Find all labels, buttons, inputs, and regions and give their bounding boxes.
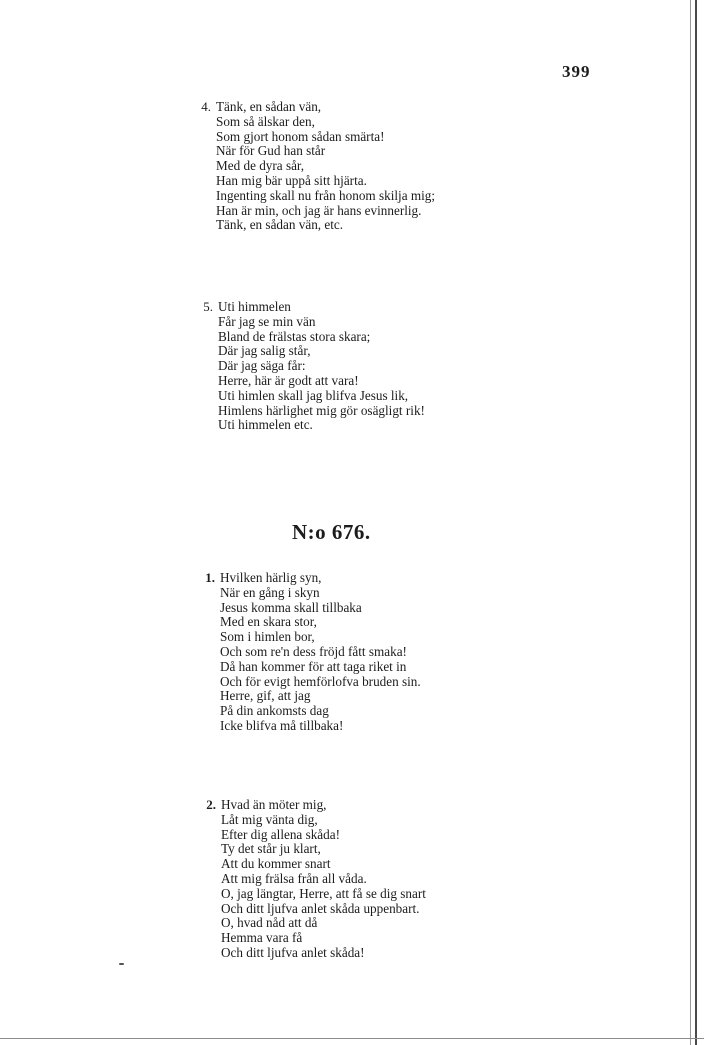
verse-line: Efter dig allena skåda! <box>221 826 340 842</box>
verse-number: 2. <box>206 797 216 812</box>
verse-1 <box>205 570 421 734</box>
verse-number: 1. <box>205 570 215 585</box>
page-edge-line <box>695 0 697 1045</box>
verse-line: Uti himmelen etc. <box>218 417 313 433</box>
verse-line: Han är min, och jag är hans evinnerlig. <box>216 202 422 218</box>
verse-line: O, hvad nåd att då <box>221 915 318 931</box>
verse-line: Med de dyra sår, <box>216 158 305 174</box>
verse-line: Då han kommer för att taga riket in <box>220 658 407 674</box>
verse-line: Hvilken härlig syn, <box>220 570 322 585</box>
hymn-number-heading: N:o 676. <box>292 520 371 544</box>
verse-line: Icke blifva må tillbaka! <box>220 717 344 733</box>
verse-line: Han mig bär uppå sitt hjärta. <box>216 172 367 188</box>
verse-line: Att du kommer snart <box>221 856 331 872</box>
verse-line: Hvad än möter mig, <box>221 797 327 812</box>
verse-line: Som gjort honom sådan smärta! <box>216 128 385 144</box>
verse-line: Som så älskar den, <box>216 113 315 129</box>
page-number: 399 <box>562 62 591 81</box>
verse-line: Och som re'n dess fröjd fått smaka! <box>220 643 407 659</box>
verse-number: 5. <box>203 299 213 314</box>
verse-line: Att mig frälsa från all våda. <box>221 870 367 886</box>
verse-line: Uti himmelen <box>218 299 291 314</box>
verse-line: Bland de frälstas stora skara; <box>218 328 371 344</box>
verse-line: När en gång i skyn <box>220 584 320 600</box>
verse-line: Som i himlen bor, <box>220 629 315 645</box>
verse-line: Uti himlen skall jag blifva Jesus lik, <box>218 387 409 403</box>
verse-line: Herre, gif, att jag <box>220 688 311 704</box>
verse-line: Himlens härlighet mig gör osägligt rik! <box>218 402 425 418</box>
page-bottom-edge <box>0 1038 704 1039</box>
verse-line: Ingenting skall nu från honom skilja mig; <box>216 187 436 203</box>
verse-line: På din ankomsts dag <box>220 703 329 719</box>
verse-5 <box>203 299 425 433</box>
page-edge-inner-line <box>690 0 691 1045</box>
verse-line: Får jag se min vän <box>218 313 316 329</box>
verse-line: Hemma vara få <box>221 930 303 946</box>
verse-line: Och för evigt hemförlofva bruden sin. <box>220 673 421 689</box>
verse-line: Där jag säga får: <box>218 358 306 374</box>
verse-line: Tänk, en sådan vän, <box>216 99 322 114</box>
verse-line: Jesus komma skall tillbaka <box>220 599 362 615</box>
verse-line: Låt mig vänta dig, <box>221 811 318 827</box>
verse-line: Där jag salig står, <box>218 343 311 359</box>
verse-4 <box>201 99 436 233</box>
ink-speck <box>119 963 124 965</box>
verse-line: Tänk, en sådan vän, etc. <box>216 217 344 233</box>
verse-number: 4. <box>201 99 211 114</box>
verse-2 <box>206 797 426 961</box>
verse-line: Och ditt ljufva anlet skåda! <box>221 944 365 960</box>
verse-line: Och ditt ljufva anlet skåda uppenbart. <box>221 900 420 916</box>
verse-line: När för Gud han står <box>216 143 326 159</box>
verse-line: Med en skara stor, <box>220 614 317 630</box>
verse-line: Herre, här är godt att vara! <box>218 372 359 388</box>
verse-line: Ty det står ju klart, <box>221 841 321 857</box>
verse-line: O, jag längtar, Herre, att få se dig snart <box>221 885 426 901</box>
